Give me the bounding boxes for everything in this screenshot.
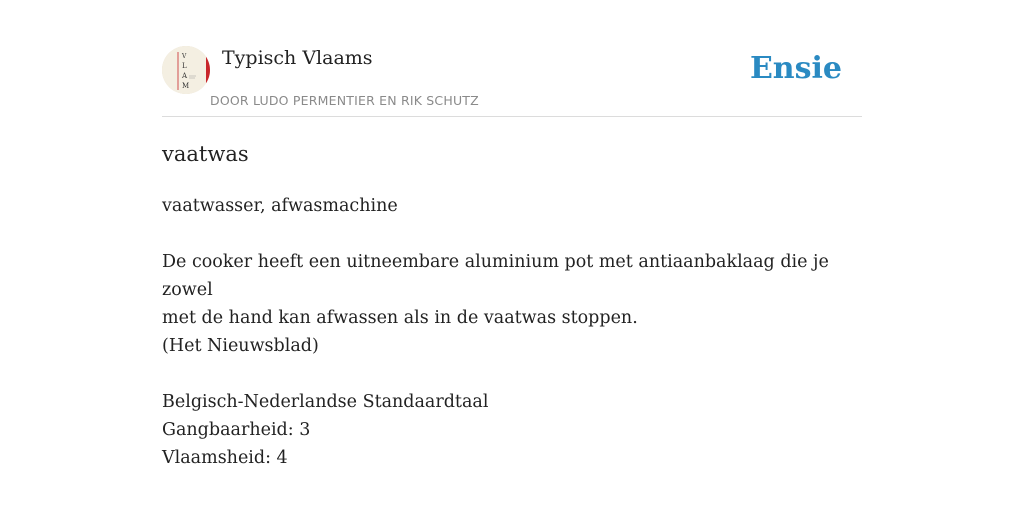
spacer <box>162 360 862 388</box>
book-cover-icon[interactable] <box>162 46 210 94</box>
svg-text:V: V <box>182 53 187 60</box>
svg-text:M: M <box>182 82 190 90</box>
svg-text:A: A <box>182 72 188 80</box>
authors-label: DOOR LUDO PERMENTIER EN RIK SCHUTZ <box>210 93 479 108</box>
synonyms-text: vaatwasser, afwasmachine <box>162 196 398 216</box>
gangbaarheid-text: Gangbaarheid: 3 <box>162 420 311 440</box>
vlaamsheid-text: Vlaamsheid: 4 <box>162 448 288 468</box>
entry-word: vaatwas <box>162 142 249 166</box>
ensie-logo-link[interactable]: Ensie <box>749 51 842 86</box>
language-text: Belgisch-Nederlandse Standaardtaal <box>162 392 489 412</box>
spacer <box>162 220 862 248</box>
entry-body <box>162 192 862 472</box>
entry-header <box>162 0 862 117</box>
entry-card <box>162 0 862 512</box>
svg-text:L: L <box>182 62 187 70</box>
source-text: (Het Nieuwsblad) <box>162 336 319 356</box>
book-title-link[interactable]: Typisch Vlaams <box>222 47 373 69</box>
example-line-2: met de hand kan afwassen als in de vaatwas stoppen. <box>162 308 638 328</box>
example-line-1: De cooker heeft een uitneembare aluminium pot met antiaanbaklaag die je zowel <box>162 252 829 300</box>
